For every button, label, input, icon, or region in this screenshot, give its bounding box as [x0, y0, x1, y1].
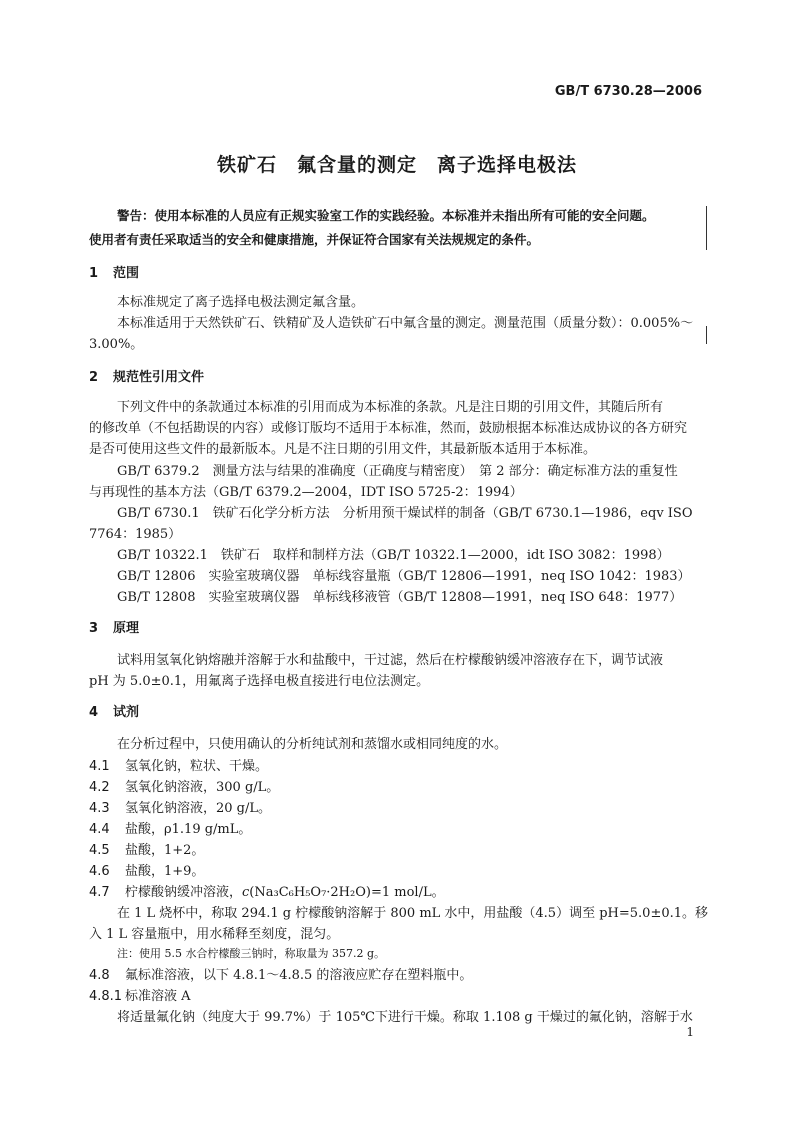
- item-text: 氢氧化钠溶液，300 g/L。: [125, 780, 280, 795]
- list-item: [89, 839, 204, 858]
- reference-5: GB/T 12808 实验室玻璃仪器 单标线移液管（GB/T 12808—1991，neq ISO 648：1977）: [117, 590, 683, 605]
- item-number: 4.2: [89, 780, 110, 795]
- list-item: [89, 881, 445, 900]
- i481-paragraph: 将适量氟化钠（纯度大于 99.7%）于 105℃下进行干燥。称取 1.108 g 干燥过的氟化钠，溶解于水: [117, 1010, 693, 1025]
- section-number: 1: [89, 266, 99, 281]
- item-text: 氢氧化钠溶液，20 g/L。: [125, 801, 272, 816]
- reference-1-line-1: GB/T 6379.2 测量方法与结果的准确度（正确度与精密度） 第 2 部分：确定标准方法的重复性: [117, 464, 678, 479]
- concentration-symbol: c: [242, 885, 250, 900]
- s1-paragraph-2-line-1: 本标准适用于天然铁矿石、铁精矿及人造铁矿石中氟含量的测定。测量范围（质量分数）：0.005%～: [117, 316, 694, 331]
- reference-2-line-1: GB/T 6730.1 铁矿石化学分析方法 分析用预干燥试样的制备（GB/T 6730.1—1986，eqv ISO: [117, 506, 693, 521]
- i47-paragraph-line-2: 入 1 L 容量瓶中，用水稀释至刻度，混匀。: [89, 927, 340, 942]
- item-text: 氢氧化钠，粒状、干燥。: [125, 759, 269, 774]
- reference-2-line-2: 7764：1985）: [89, 527, 182, 542]
- s3-paragraph-line-2: pH 为 5.0±0.1，用氟离子选择电极直接进行电位法测定。: [89, 674, 430, 689]
- reference-1-line-2: 与再现性的基本方法（GB/T 6379.2—2004，IDT ISO 5725-2：1994）: [89, 485, 523, 500]
- item-number: 4.1: [89, 759, 110, 774]
- item-formula: (Na₃C₆H₅O₇·2H₂O)=1 mol/L。: [249, 885, 445, 900]
- list-item: [89, 985, 191, 1004]
- revision-bar: [706, 326, 707, 344]
- item-number: 4.7: [89, 885, 110, 900]
- note: 注：使用 5.5 水合柠檬酸三钠时，称取量为 357.2 g。: [117, 947, 386, 960]
- reference-3: GB/T 10322.1 铁矿石 取样和制样方法（GB/T 10322.1—2000，idt ISO 3082：1998）: [117, 548, 670, 563]
- section-2-heading: [89, 366, 204, 385]
- item-text: 盐酸，1+9。: [125, 864, 205, 879]
- item-number: 4.8.1: [89, 989, 123, 1004]
- standard-number: GB/T 6730.28—2006: [554, 84, 702, 99]
- section-title: 范围: [113, 266, 140, 281]
- item-number: 4.8: [89, 968, 110, 983]
- item-text: 盐酸，1+2。: [125, 843, 205, 858]
- section-number: 4: [89, 705, 99, 720]
- item-text: 氟标准溶液，以下 4.8.1～4.8.5 的溶液应贮存在塑料瓶中。: [125, 968, 473, 983]
- section-number: 2: [89, 370, 99, 385]
- section-4-heading: [89, 701, 139, 720]
- item-number: 4.4: [89, 822, 110, 837]
- s2-paragraph-line-2: 的修改单（不包括勘误的内容）或修订版均不适用于本标准，然而，鼓励根据本标准达成协议的各方研究: [89, 421, 688, 436]
- page-title: 铁矿石 氟含量的测定 离子选择电极法: [216, 154, 577, 176]
- page-number: 1: [686, 1025, 694, 1039]
- list-item: [89, 860, 204, 879]
- s3-paragraph-line-1: 试料用氢氧化钠熔融并溶解于水和盐酸中，干过滤，然后在柠檬酸钠缓冲溶液存在下，调节试液: [117, 653, 664, 668]
- reference-4: GB/T 12806 实验室玻璃仪器 单标线容量瓶（GB/T 12806—1991，neq ISO 1042：1983）: [117, 569, 691, 584]
- section-title: 试剂: [113, 705, 140, 720]
- section-title: 原理: [113, 621, 140, 636]
- warning-line-1: 警告：使用本标准的人员应有正规实验室工作的实践经验。本标准并未指出所有可能的安全问题。: [117, 208, 655, 223]
- list-item: [89, 818, 251, 837]
- section-3-heading: [89, 617, 139, 636]
- revision-bar: [706, 206, 707, 250]
- item-number: 4.5: [89, 843, 110, 858]
- i47-paragraph-line-1: 在 1 L 烧杯中，称取 294.1 g 柠檬酸钠溶解于 800 mL 水中，用盐酸（4.5）调至 pH=5.0±0.1。移: [117, 906, 709, 921]
- s2-paragraph-line-1: 下列文件中的条款通过本标准的引用而成为本标准的条款。凡是注日期的引用文件，其随后所有: [117, 400, 664, 415]
- section-number: 3: [89, 621, 99, 636]
- list-item: [89, 776, 279, 795]
- s2-paragraph-line-3: 是否可使用这些文件的最新版本。凡是不注日期的引用文件，其最新版本适用于本标准。: [89, 442, 597, 457]
- item-text: 标准溶液 A: [125, 989, 191, 1004]
- section-1-heading: [89, 262, 139, 281]
- section-title: 规范性引用文件: [113, 370, 205, 385]
- item-text: 柠檬酸钠缓冲溶液，: [125, 885, 243, 900]
- s1-paragraph-1: 本标准规定了离子选择电极法测定氟含量。: [117, 295, 365, 310]
- s4-intro: 在分析过程中，只使用确认的分析纯试剂和蒸馏水或相同纯度的水。: [117, 737, 508, 752]
- s1-paragraph-2-line-2: 3.00%。: [89, 337, 144, 352]
- list-item: [89, 755, 268, 774]
- item-number: 4.6: [89, 864, 110, 879]
- list-item: [89, 797, 271, 816]
- warning-line-2: 使用者有责任采取适当的安全和健康措施，并保证符合国家有关法规规定的条件。: [89, 232, 540, 247]
- list-item: [89, 964, 472, 983]
- item-number: 4.3: [89, 801, 110, 816]
- item-text: 盐酸，ρ1.19 g/mL。: [125, 822, 252, 837]
